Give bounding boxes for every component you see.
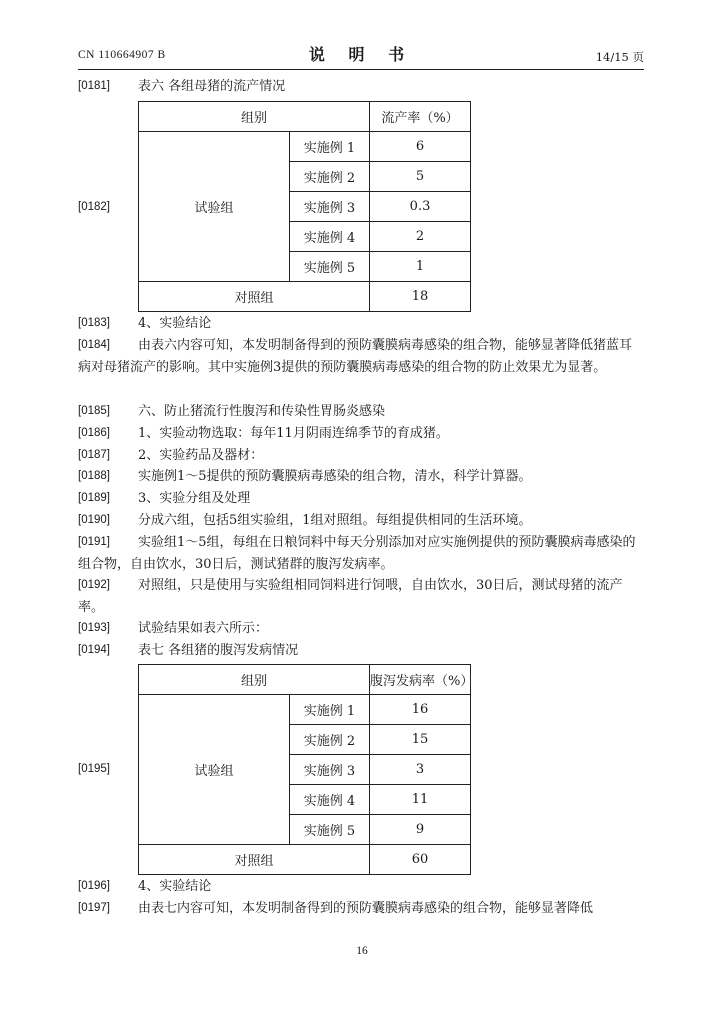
paragraph-text: 实验组1～5组，每组在日粮饲料中每天分别添加对应实施例提供的预防囊膜病毒感染的组合物，自由饮水，30日后，测试猪群的腹泻发病率。 <box>78 535 636 572</box>
paragraph-number: [0195] <box>78 763 110 775</box>
paragraph-text: 2、实验药品及器材： <box>138 448 264 463</box>
header-divider <box>78 69 644 70</box>
value-cell: 3 <box>370 755 471 785</box>
paragraph-number: [0192] <box>78 579 110 591</box>
example-cell: 实施例 5 <box>290 815 370 845</box>
paragraph-text: 对照组，只是使用与实验组相同饲料进行饲喂，自由饮水，30日后，测试母猪的流产率。 <box>78 578 623 615</box>
paragraph-text: 由表七内容可知，本发明制备得到的预防囊膜病毒感染的组合物，能够显著降低 <box>138 901 594 916</box>
paragraph-number: [0197] <box>78 902 110 914</box>
value-cell: 60 <box>370 845 471 875</box>
control-group-cell: 对照组 <box>139 282 370 312</box>
header-group-cell: 组别 <box>139 665 370 695</box>
table-row-control <box>139 845 471 875</box>
section-heading: 六、防止猪流行性腹泻和传染性胃肠炎感染 <box>138 404 386 419</box>
table-header-row <box>139 102 471 132</box>
example-cell: 实施例 2 <box>290 162 370 192</box>
table-row-control <box>139 282 471 312</box>
paragraph-number: [0196] <box>78 880 110 892</box>
header-group-cell: 组别 <box>139 102 370 132</box>
example-cell: 实施例 1 <box>290 132 370 162</box>
paragraph-text: 实施例1～5提供的预防囊膜病毒感染的组合物，清水，科学计算器。 <box>138 469 532 484</box>
test-group-cell: 试验组 <box>139 132 290 282</box>
paragraph-number: [0186] <box>78 427 110 439</box>
paragraph-number: [0183] <box>78 317 110 329</box>
value-cell: 6 <box>370 132 471 162</box>
value-cell: 9 <box>370 815 471 845</box>
test-group-cell: 试验组 <box>139 695 290 845</box>
table-caption: 表六 各组母猪的流产情况 <box>138 79 286 94</box>
paragraph-number: [0188] <box>78 470 110 482</box>
value-cell: 16 <box>370 695 471 725</box>
table-header-row <box>139 665 471 695</box>
value-cell: 5 <box>370 162 471 192</box>
value-cell: 0.3 <box>370 192 471 222</box>
example-cell: 实施例 2 <box>290 725 370 755</box>
data-table-7 <box>138 664 474 875</box>
patent-number: CN 110664907 B <box>78 49 166 61</box>
paragraph-text: 3、实验分组及处理 <box>138 491 251 506</box>
paragraph-text: 4、实验结论 <box>138 879 212 894</box>
example-cell: 实施例 5 <box>290 252 370 282</box>
paragraph-number: [0182] <box>78 201 110 213</box>
example-cell: 实施例 3 <box>290 755 370 785</box>
value-cell: 1 <box>370 252 471 282</box>
header-rate-cell: 流产率（%） <box>370 102 471 132</box>
control-group-cell: 对照组 <box>139 845 370 875</box>
paragraph-text: 由表六内容可知，本发明制备得到的预防囊膜病毒感染的组合物，能够显著降低猪蓝耳病对母猪流产的影响。其中实施例3提供的预防囊膜病毒感染的组合物的防止效果尤为显著。 <box>78 338 633 375</box>
value-cell: 18 <box>370 282 471 312</box>
paragraph-number: [0194] <box>78 644 110 656</box>
example-cell: 实施例 4 <box>290 785 370 815</box>
header-rate-cell: 腹泻发病率（%） <box>370 665 471 695</box>
example-cell: 实施例 1 <box>290 695 370 725</box>
value-cell: 2 <box>370 222 471 252</box>
paragraph-number: [0184] <box>78 339 110 351</box>
table-row <box>139 132 471 162</box>
page-indicator: 14/15 页 <box>595 50 644 64</box>
paragraph-text: 分成六组，包括5组实验组，1组对照组。每组提供相同的生活环境。 <box>138 513 532 528</box>
value-cell: 11 <box>370 785 471 815</box>
example-cell: 实施例 4 <box>290 222 370 252</box>
paragraph-number: [0187] <box>78 449 110 461</box>
document-title: 说 明 书 <box>308 45 414 64</box>
paragraph-number: [0189] <box>78 492 110 504</box>
paragraph-number: [0193] <box>78 622 110 634</box>
table-caption: 表七 各组猪的腹泻发病情况 <box>138 643 299 658</box>
page-number: 16 <box>356 945 368 957</box>
value-cell: 15 <box>370 725 471 755</box>
paragraph-text: 试验结果如表六所示： <box>138 621 269 636</box>
paragraph-number: [0185] <box>78 405 110 417</box>
paragraph-text: 4、实验结论 <box>138 316 212 331</box>
paragraph-text: 1、实验动物选取：每年11月阴雨连绵季节的育成猪。 <box>138 426 449 441</box>
page-header <box>78 42 644 66</box>
example-cell: 实施例 3 <box>290 192 370 222</box>
paragraph-number: [0191] <box>78 536 110 548</box>
table-row <box>139 695 471 725</box>
paragraph-number: [0181] <box>78 80 110 92</box>
data-table-6 <box>138 101 471 312</box>
paragraph-number: [0190] <box>78 514 110 526</box>
